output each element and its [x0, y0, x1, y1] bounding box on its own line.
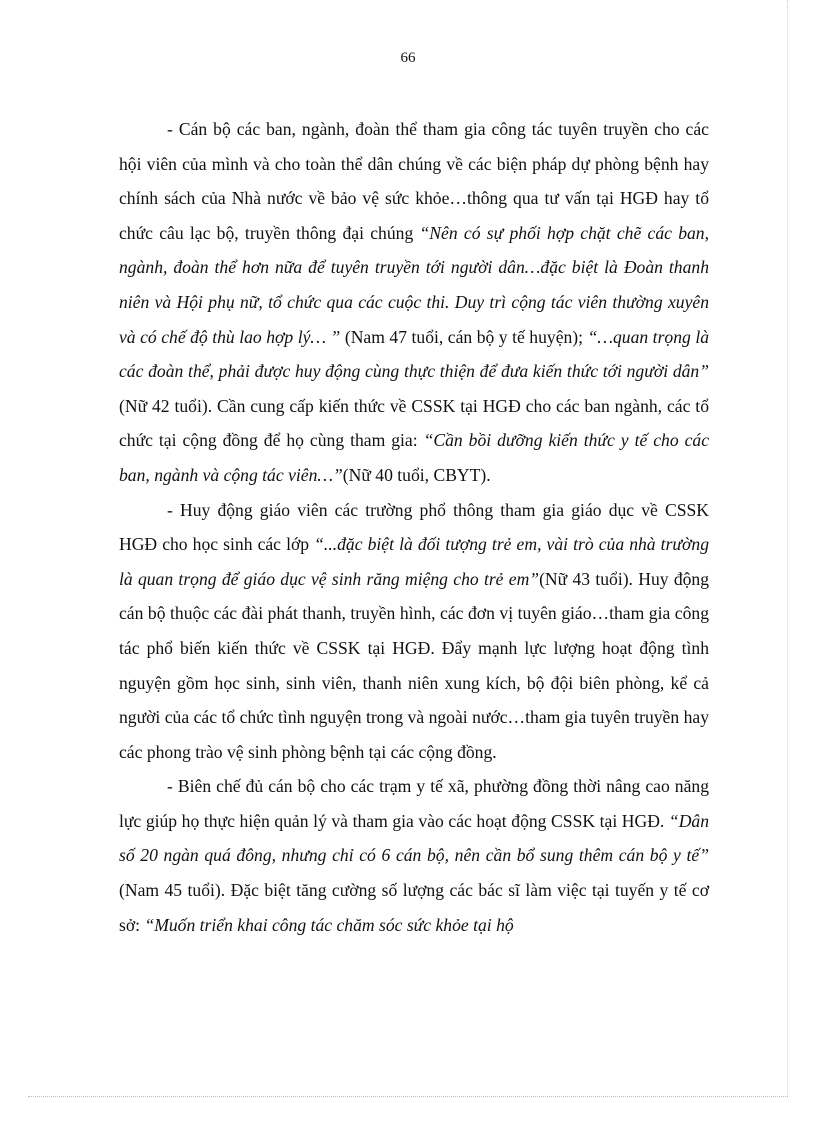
- page-number: 66: [400, 50, 416, 66]
- page-border-right: [787, 0, 788, 1096]
- page-border-bottom: [28, 1096, 788, 1097]
- document-body: [119, 112, 709, 942]
- paragraph-mass-organizations: [119, 112, 709, 493]
- text-segment: (Nam 47 tuổi, cán bộ y tế huyện);: [340, 326, 588, 347]
- paragraph-staffing: [119, 769, 709, 942]
- text-segment: (Nữ 43 tuổi). Huy động cán bộ thuộc các đài phát thanh, truyền hình, các đơn vị tuyên giáo…tham gia công tác phổ biến kiến thức về CSSK tại HGĐ. Đẩy mạnh lực lượng hoạt động tình nguyện gồm học sinh, sinh viên, thanh niên xung kích, bộ đội biên phòng, kể cả người của các tổ chức tình nguyện trong và ngoài nước…tham gia tuyên truyền hay các phong trào vệ sinh phòng bệnh tại các cộng đồng.: [119, 568, 710, 762]
- text-segment: (Nữ 40 tuổi, CBYT).: [342, 464, 491, 485]
- quote-segment: “Cần bồi dưỡng kiến thức y tế cho các ban, ngành và cộng tác viên…”: [119, 430, 710, 485]
- text-segment: - Cán bộ các ban, ngành, đoàn thể tham gia công tác tuyên truyền cho các hội viên của mình và cho toàn thể dân chúng về các biện pháp dự phòng bệnh hay chính sách của Nhà nước về bảo vệ sức khỏe…thông qua tư vấn tại HGĐ hay tổ chức câu lạc bộ, truyền thông đại chúng: [119, 119, 709, 243]
- quote-segment: “Nên có sự phối hợp chặt chẽ các ban, ngành, đoàn thể hơn nữa để tuyên truyền tới người dân…đặc biệt là Đoàn thanh niên và Hội phụ nữ, tổ chức qua các cuộc thi. Duy trì cộng tác viên thường xuyên và có chế độ thù lao hợp lý… ”: [119, 222, 709, 347]
- quote-segment: “…quan trọng là các đoàn thể, phải được huy động cùng thực thiện để đưa kiến thức tới người dân”: [119, 326, 709, 382]
- text-segment: (Nam 45 tuổi). Đặc biệt tăng cường số lượng các bác sĩ làm việc tại tuyến y tế cơ sở:: [119, 880, 709, 935]
- paragraph-teachers: [119, 493, 709, 770]
- quote-segment: “...đặc biệt là đối tượng trẻ em, vài trò của nhà trường là quan trọng để giáo dục vệ sinh răng miệng cho trẻ em”: [119, 534, 709, 589]
- quote-segment: “Dân số 20 ngàn quá đông, nhưng chỉ có 6 cán bộ, nên cần bổ sung thêm cán bộ y tế”: [119, 810, 709, 866]
- text-segment: - Huy động giáo viên các trường phổ thông tham gia giáo dục về CSSK HGĐ cho học sinh các lớp: [119, 499, 709, 555]
- quote-segment: “Muốn triển khai công tác chăm sóc sức khỏe tại hộ: [144, 914, 514, 935]
- text-segment: - Biên chế đủ cán bộ cho các trạm y tế xã, phường đồng thời nâng cao năng lực giúp họ thực hiện quản lý và tham gia vào các hoạt động CSSK tại HGĐ.: [119, 776, 709, 831]
- text-segment: (Nữ 42 tuổi). Cần cung cấp kiến thức về CSSK tại HGĐ cho các ban ngành, các tổ chức tại cộng đồng để họ cùng tham gia:: [119, 395, 709, 451]
